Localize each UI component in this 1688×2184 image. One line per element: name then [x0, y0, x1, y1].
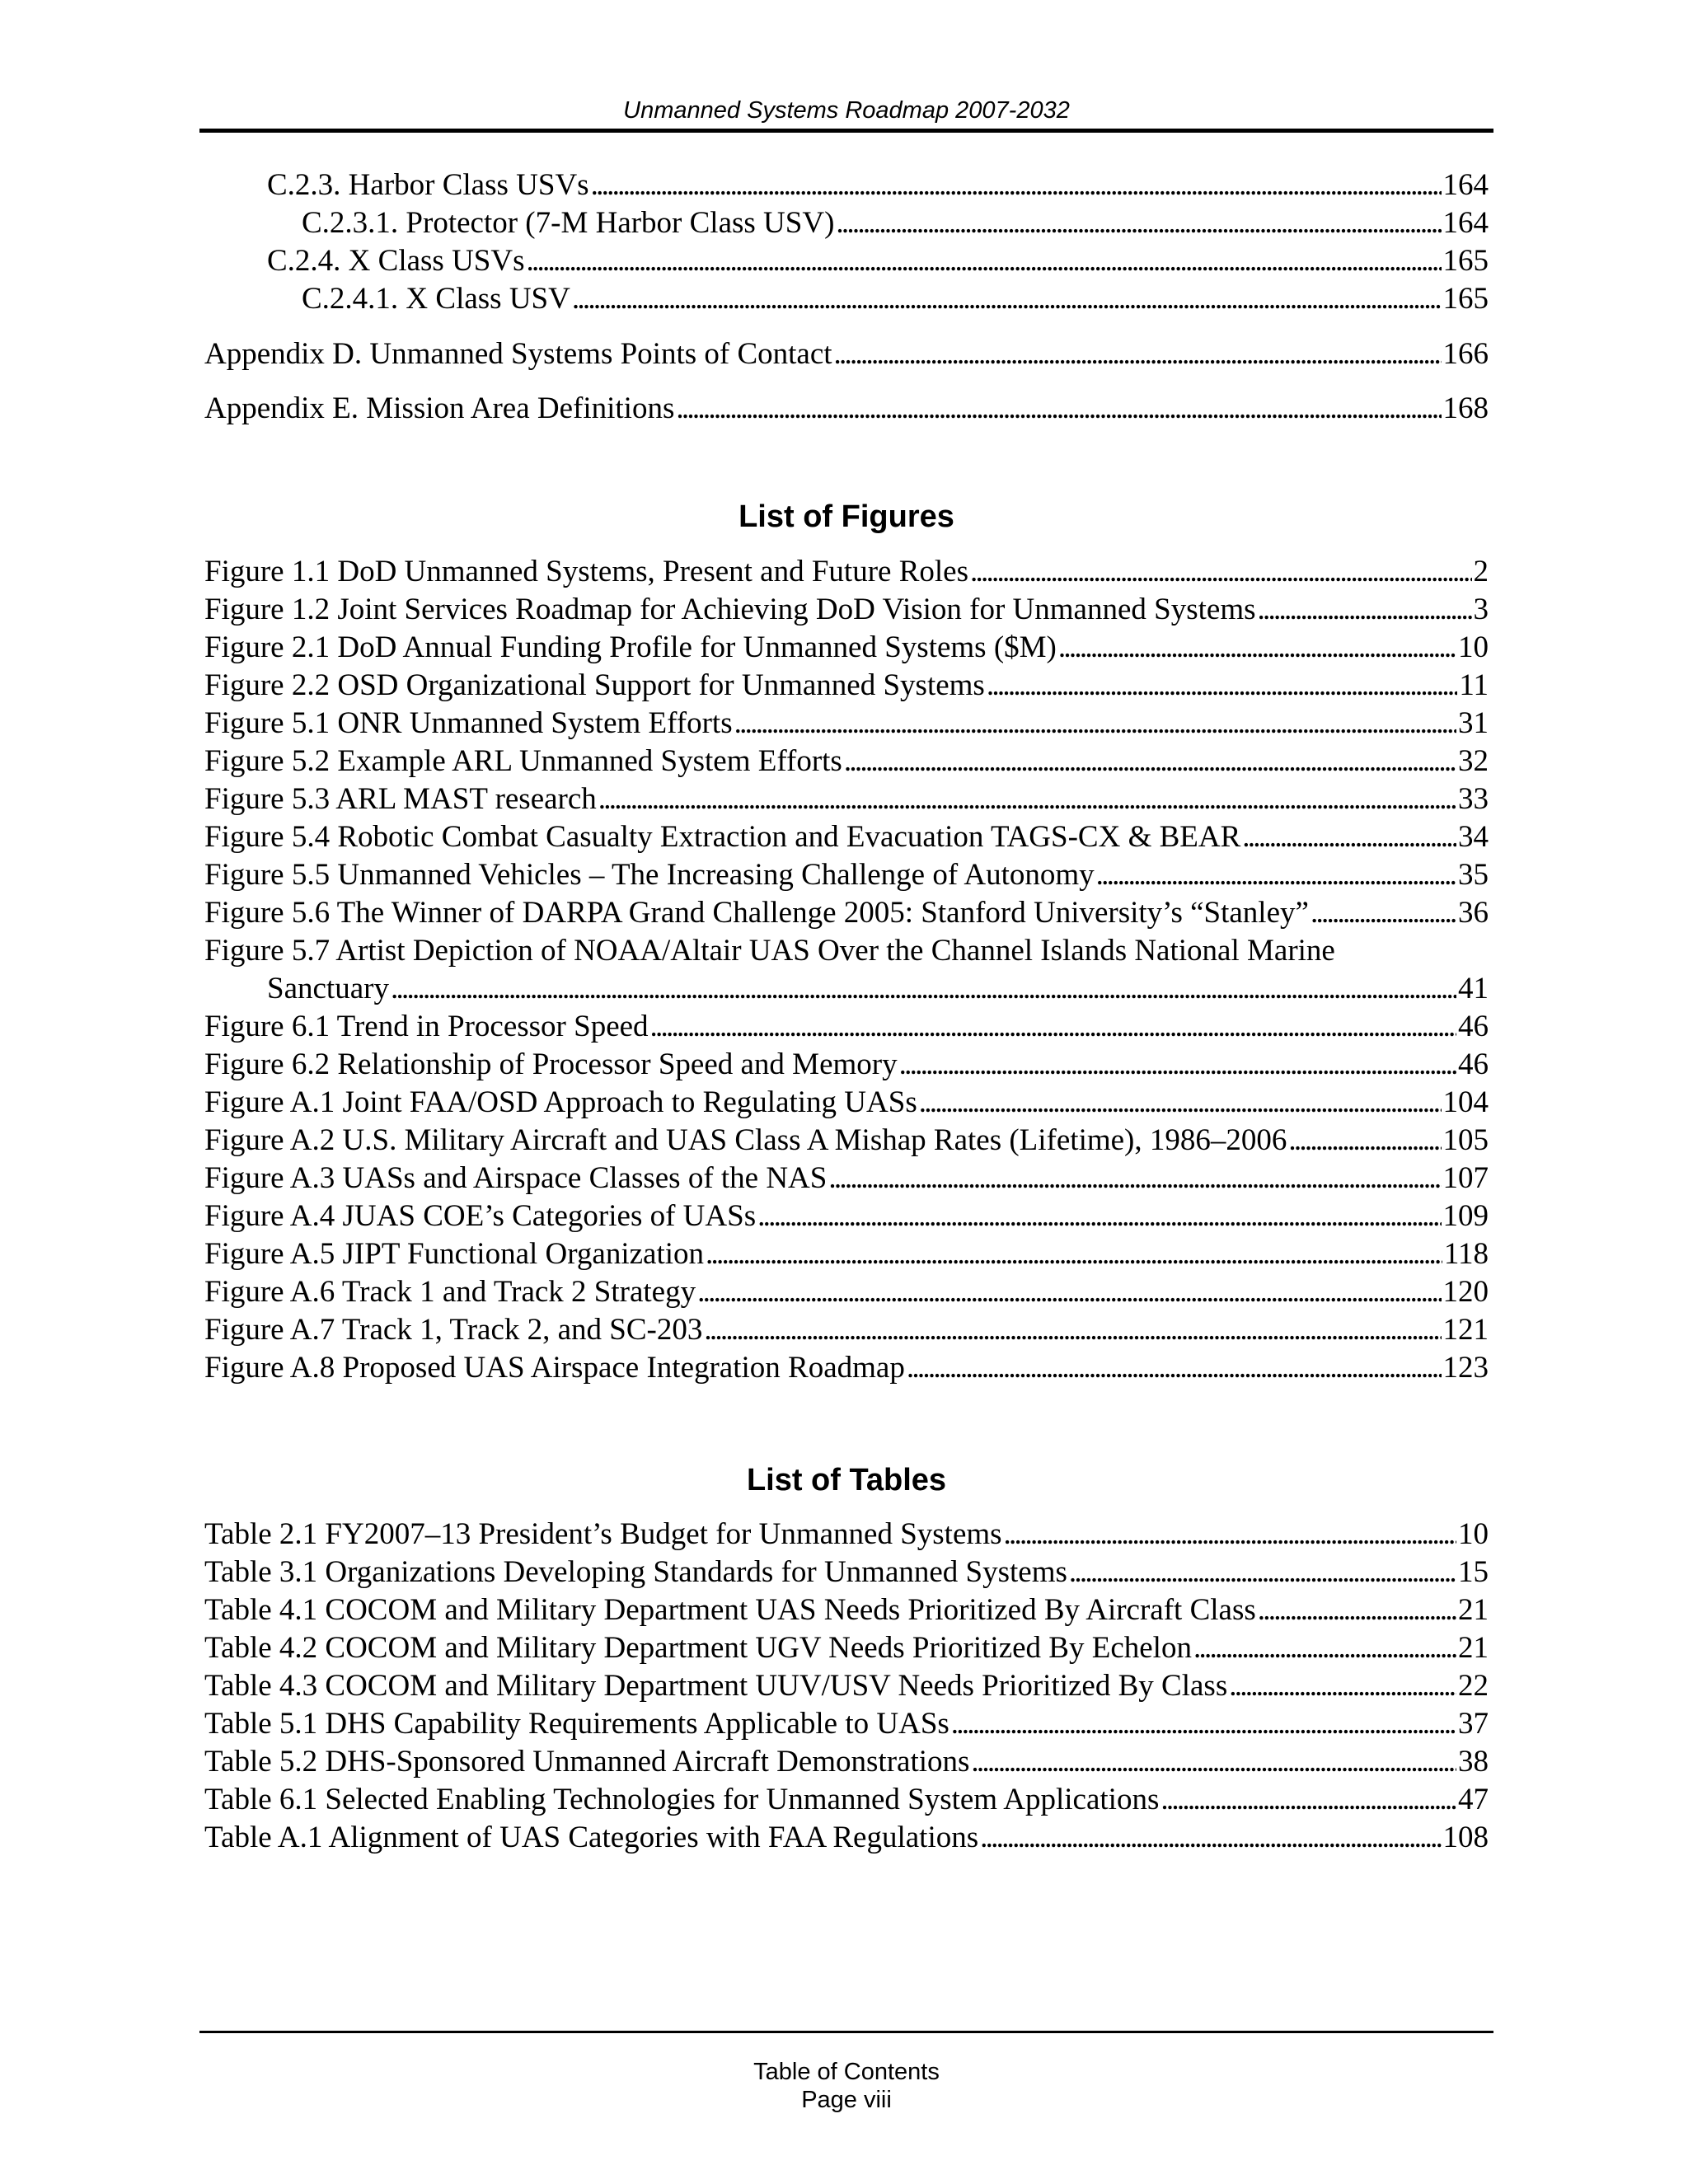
figure-entry-label: Figure 5.4 Robotic Combat Casualty Extraction and Evacuation TAGS-CX & BEAR — [204, 820, 1241, 854]
footer-rule — [199, 2031, 1493, 2033]
dot-leader — [951, 1705, 1456, 1743]
dot-leader — [527, 242, 1442, 280]
dot-leader — [971, 1743, 1456, 1781]
toc-entry-appendix-d[interactable] — [204, 335, 1489, 373]
footer-page-number: Page viii — [801, 2087, 892, 2113]
figure-entry-continuation: Sanctuary — [267, 972, 389, 1005]
figure-entry-label: Figure 1.2 Joint Services Roadmap for Achieving DoD Vision for Unmanned Systems — [204, 593, 1256, 626]
figure-entry[interactable] — [204, 894, 1489, 932]
dot-leader — [899, 1046, 1456, 1084]
figure-entry[interactable] — [204, 1160, 1489, 1197]
table-entry[interactable] — [204, 1591, 1489, 1629]
table-entry-label: Table 5.2 DHS-Sponsored Unmanned Aircraft Demonstrations — [204, 1745, 970, 1779]
dot-leader — [572, 280, 1442, 318]
toc-entry-page: 165 — [1442, 282, 1489, 316]
figure-entry[interactable] — [204, 591, 1489, 629]
figure-entry[interactable] — [204, 1197, 1489, 1235]
running-header: Unmanned Systems Roadmap 2007-2032 — [623, 97, 1070, 124]
figure-entry[interactable] — [204, 629, 1489, 667]
toc-entry-page: 165 — [1442, 244, 1489, 278]
figure-entry[interactable] — [204, 1311, 1489, 1349]
table-entry-page: 108 — [1442, 1821, 1489, 1854]
toc-entry-label: C.2.3.1. Protector (7-M Harbor Class USV) — [302, 206, 835, 240]
figure-entry-label: Figure 5.2 Example ARL Unmanned System Efforts — [204, 744, 842, 778]
toc-entry[interactable] — [204, 280, 1489, 318]
dot-leader — [980, 1819, 1441, 1857]
figure-entry-label: Figure A.3 UASs and Airspace Classes of the NAS — [204, 1161, 828, 1195]
table-entry[interactable] — [204, 1667, 1489, 1705]
table-entry-label: Table 5.1 DHS Capability Requirements Applicable to UASs — [204, 1707, 950, 1741]
figure-entry-page: 41 — [1458, 972, 1489, 1005]
dot-leader — [970, 553, 1472, 591]
table-entry-page: 15 — [1458, 1555, 1489, 1589]
figure-entry-page: 118 — [1443, 1237, 1489, 1271]
figure-entry[interactable] — [204, 553, 1489, 591]
table-entry[interactable] — [204, 1516, 1489, 1554]
figure-entry-page: 31 — [1458, 706, 1489, 740]
footer-section: Table of Contents — [753, 2059, 940, 2085]
figure-entry-label: Figure 5.1 ONR Unmanned System Efforts — [204, 706, 733, 740]
dot-leader — [1096, 856, 1456, 894]
table-entry-page: 38 — [1458, 1745, 1489, 1779]
figure-entry-label: Figure A.8 Proposed UAS Airspace Integration Roadmap — [204, 1351, 905, 1385]
figure-entry-page: 46 — [1458, 1047, 1489, 1081]
toc-entry-label: C.2.3. Harbor Class USVs — [267, 168, 589, 202]
figure-entry[interactable] — [204, 1046, 1489, 1084]
figure-entry-page: 11 — [1459, 668, 1489, 702]
dot-leader — [1311, 894, 1456, 932]
table-entry[interactable] — [204, 1629, 1489, 1667]
table-entry-label: Table 2.1 FY2007–13 President’s Budget for Unmanned Systems — [204, 1517, 1002, 1551]
table-entry[interactable] — [204, 1781, 1489, 1819]
dot-leader — [704, 1311, 1441, 1349]
table-entry-label: Table 4.3 COCOM and Military Department UUV/USV Needs Prioritized By Class — [204, 1669, 1228, 1703]
dot-leader — [706, 1235, 1442, 1273]
figure-entry-label: Figure A.5 JIPT Functional Organization — [204, 1237, 705, 1271]
table-entry[interactable] — [204, 1819, 1489, 1857]
table-entry-page: 10 — [1458, 1517, 1489, 1551]
dot-leader — [919, 1084, 1442, 1122]
figure-entry-page: 107 — [1442, 1161, 1489, 1195]
list-of-tables-heading: List of Tables — [746, 1463, 947, 1497]
figure-entry-page: 105 — [1442, 1123, 1489, 1157]
toc-entry-appendix-e[interactable] — [204, 390, 1489, 428]
figure-entry-label: Figure 6.1 Trend in Processor Speed — [204, 1010, 649, 1043]
figure-entry[interactable] — [204, 743, 1489, 780]
figure-entry[interactable] — [204, 705, 1489, 743]
toc-entry-label: Appendix E. Mission Area Definitions — [204, 391, 675, 425]
figure-entry-label: Figure 5.3 ARL MAST research — [204, 782, 597, 816]
table-entry-label: Table 4.2 COCOM and Military Department UGV Needs Prioritized By Echelon — [204, 1631, 1192, 1665]
table-entry-page: 37 — [1458, 1707, 1489, 1741]
table-entry-page: 21 — [1458, 1631, 1489, 1665]
figure-entry-label: Figure A.2 U.S. Military Aircraft and UAS Class A Mishap Rates (Lifetime), 1986–2006 — [204, 1123, 1287, 1157]
toc-entry-page: 164 — [1442, 168, 1489, 202]
toc-entry[interactable] — [204, 242, 1489, 280]
figure-entry-page: 123 — [1442, 1351, 1489, 1385]
figure-entry-page: 32 — [1458, 744, 1489, 778]
figure-entry-label: Figure 1.1 DoD Unmanned Systems, Present and Future Roles — [204, 555, 968, 588]
figure-entry-page: 35 — [1458, 858, 1489, 892]
dot-leader — [1229, 1667, 1456, 1705]
toc-entry-page: 164 — [1442, 206, 1489, 240]
dot-leader — [828, 1160, 1441, 1197]
dot-leader — [734, 705, 1456, 743]
toc-entry-page: 166 — [1442, 337, 1489, 371]
table-entry-label: Table 3.1 Organizations Developing Standards for Unmanned Systems — [204, 1555, 1067, 1589]
figure-entry[interactable] — [204, 1235, 1489, 1273]
dot-leader — [987, 667, 1458, 705]
dot-leader — [1069, 1554, 1456, 1591]
table-entry[interactable] — [204, 1554, 1489, 1591]
figure-entry-label: Figure A.7 Track 1, Track 2, and SC-203 — [204, 1313, 703, 1347]
table-entry-label: Table 6.1 Selected Enabling Technologies for Unmanned System Applications — [204, 1783, 1160, 1816]
dot-leader — [1160, 1781, 1456, 1819]
figure-entry[interactable] — [204, 1273, 1489, 1311]
toc-entry[interactable] — [204, 204, 1489, 242]
dot-leader — [1004, 1516, 1456, 1554]
figure-entry-label: Figure 5.6 The Winner of DARPA Grand Challenge 2005: Stanford University’s “Stanley” — [204, 896, 1309, 930]
figure-entry[interactable] — [204, 1349, 1489, 1387]
toc-entry[interactable] — [204, 166, 1489, 204]
figure-entry-page: 104 — [1442, 1085, 1489, 1119]
toc-entry-page: 168 — [1442, 391, 1489, 425]
figure-entry-page: 36 — [1458, 896, 1489, 930]
dot-leader — [1258, 1591, 1456, 1629]
figure-entry-label: Figure 2.2 OSD Organizational Support for Unmanned Systems — [204, 668, 985, 702]
dot-leader — [1193, 1629, 1456, 1667]
toc-entry-label: Appendix D. Unmanned Systems Points of Contact — [204, 337, 832, 371]
dot-leader — [391, 970, 1456, 1008]
figure-entry-label[interactable]: Figure 5.7 Artist Depiction of NOAA/Altair UAS Over the Channel Islands National Marine — [204, 934, 1335, 968]
figure-entry-page: 46 — [1458, 1010, 1489, 1043]
toc-entry-label: C.2.4. X Class USVs — [267, 244, 525, 278]
figure-entry[interactable] — [204, 1122, 1489, 1160]
figure-entry[interactable] — [204, 856, 1489, 894]
figure-entry[interactable] — [204, 780, 1489, 818]
figure-entry-label: Figure A.6 Track 1 and Track 2 Strategy — [204, 1275, 696, 1309]
dot-leader — [697, 1273, 1441, 1311]
table-entry-page: 21 — [1458, 1593, 1489, 1627]
table-entry-page: 22 — [1458, 1669, 1489, 1703]
list-of-figures-heading: List of Figures — [738, 499, 954, 534]
table-entry[interactable] — [204, 1705, 1489, 1743]
figure-entry-label: Figure A.1 Joint FAA/OSD Approach to Regulating UASs — [204, 1085, 917, 1119]
figure-entry[interactable] — [204, 818, 1489, 856]
figure-entry-page: 120 — [1442, 1275, 1489, 1309]
table-entry-page: 47 — [1458, 1783, 1489, 1816]
header-rule — [199, 129, 1493, 133]
figure-entry-label: Figure 5.5 Unmanned Vehicles – The Increasing Challenge of Autonomy — [204, 858, 1095, 892]
table-entry-label: Table A.1 Alignment of UAS Categories with FAA Regulations — [204, 1821, 979, 1854]
table-entry-label: Table 4.1 COCOM and Military Department UAS Needs Prioritized By Aircraft Class — [204, 1593, 1256, 1627]
figure-entry-label: Figure 2.1 DoD Annual Funding Profile for Unmanned Systems ($M) — [204, 630, 1057, 664]
figure-entry-page: 121 — [1442, 1313, 1489, 1347]
figure-entry-page: 109 — [1442, 1199, 1489, 1233]
figure-entry-page: 3 — [1473, 593, 1489, 626]
dot-leader — [907, 1349, 1442, 1387]
figure-entry-label: Figure 6.2 Relationship of Processor Speed and Memory — [204, 1047, 898, 1081]
dot-leader — [834, 335, 1442, 373]
dot-leader — [844, 743, 1456, 780]
dot-leader — [757, 1197, 1441, 1235]
dot-leader — [1242, 818, 1456, 856]
toc-entry-label: C.2.4.1. X Class USV — [302, 282, 570, 316]
table-entry[interactable] — [204, 1743, 1489, 1781]
figure-entry[interactable] — [204, 1008, 1489, 1046]
dot-leader — [650, 1008, 1456, 1046]
dot-leader — [1258, 591, 1472, 629]
dot-leader — [676, 390, 1441, 428]
figure-entry[interactable] — [204, 667, 1489, 705]
dot-leader — [591, 166, 1442, 204]
figure-entry-page: 34 — [1458, 820, 1489, 854]
dot-leader — [836, 204, 1441, 242]
dot-leader — [1058, 629, 1456, 667]
figure-entry-page: 10 — [1458, 630, 1489, 664]
figure-entry-label: Figure A.4 JUAS COE’s Categories of UASs — [204, 1199, 757, 1233]
figure-entry-page: 2 — [1473, 555, 1489, 588]
dot-leader — [1288, 1122, 1441, 1160]
dot-leader — [598, 780, 1456, 818]
figure-entry[interactable] — [204, 1084, 1489, 1122]
figure-entry[interactable] — [204, 970, 1489, 1008]
figure-entry-page: 33 — [1458, 782, 1489, 816]
